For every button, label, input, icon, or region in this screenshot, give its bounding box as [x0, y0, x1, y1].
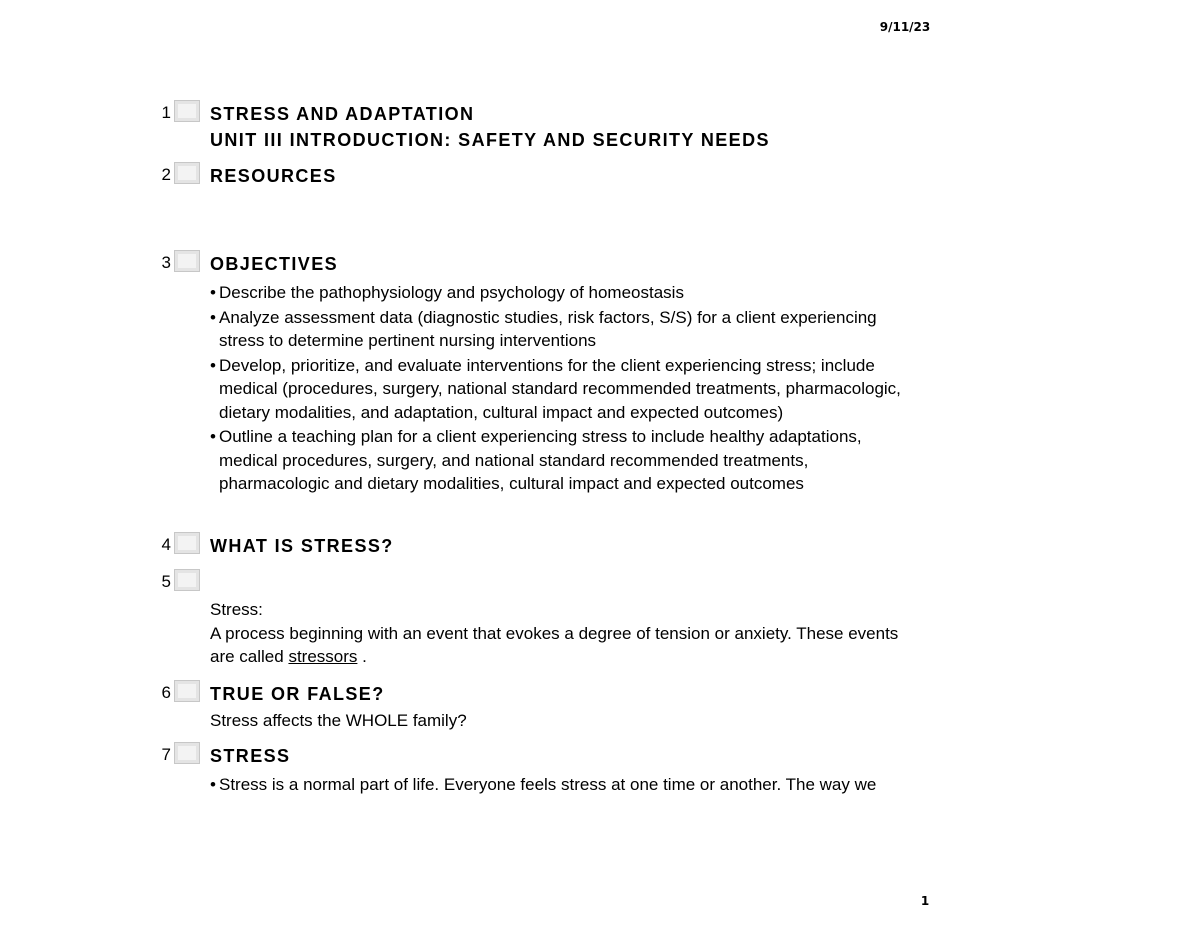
- slide-number: 5: [161, 572, 171, 591]
- slide-number: 6: [161, 683, 171, 702]
- slide-number: 1: [161, 103, 171, 122]
- slide-notes: [210, 102, 1060, 152]
- bullet-icon: •: [210, 307, 216, 327]
- page-number: 1: [920, 894, 930, 908]
- bullet-line: dietary modalities, and adaptation, cultural impact and expected outcomes): [219, 402, 784, 422]
- list-item: [210, 773, 1060, 797]
- definition-label: Stress:: [210, 600, 263, 619]
- slide-notes: [210, 598, 1060, 669]
- stressors-term: stressors: [288, 647, 358, 666]
- slide-thumbnail[interactable]: [174, 569, 200, 591]
- slide-notes: [210, 682, 1060, 733]
- bullet-line: medical (procedures, surgery, national standard recommended treatments, pharmacologic,: [219, 379, 901, 398]
- bullet-icon: •: [210, 427, 216, 446]
- slide-thumbnail[interactable]: [174, 742, 200, 764]
- bullet-icon: •: [210, 775, 216, 794]
- slide-title: STRESS AND ADAPTATION: [210, 104, 475, 124]
- slide-notes: [210, 252, 1060, 497]
- bullet-line: Outline a teaching plan for a client experiencing stress to include healthy adaptations,: [219, 427, 862, 446]
- slide-number: 3: [161, 253, 171, 272]
- slide-subtitle: UNIT III INTRODUCTION: SAFETY AND SECURITY NEEDS: [210, 130, 770, 150]
- bullet-line: Describe the pathophysiology and psychology of homeostasis: [219, 283, 684, 302]
- slide-title: RESOURCES: [210, 166, 337, 186]
- list-item: [210, 281, 1060, 305]
- bullet-line: Develop, prioritize, and evaluate interventions for the client experiencing stress; include: [219, 355, 875, 375]
- slide-number: 2: [161, 165, 171, 184]
- slide-notes: [210, 534, 1060, 558]
- list-item: [210, 306, 1060, 353]
- slide-title: STRESS: [210, 746, 291, 766]
- slide-thumbnail[interactable]: [174, 162, 200, 184]
- slide-title: OBJECTIVES: [210, 254, 339, 274]
- bullet-icon: •: [210, 355, 216, 375]
- definition-text: .: [357, 647, 367, 666]
- document-date: 9/11/23: [879, 20, 931, 34]
- bullet-line: medical procedures, surgery, and national standard recommended treatments,: [219, 450, 809, 470]
- slide-thumbnail[interactable]: [174, 100, 200, 122]
- slide-number: 4: [161, 535, 171, 554]
- slide-thumbnail[interactable]: [174, 250, 200, 272]
- definition-line: [210, 645, 1060, 669]
- bullet-line: Analyze assessment data (diagnostic studies, risk factors, S/S) for a client experiencing: [219, 307, 877, 327]
- slide-title: TRUE OR FALSE?: [210, 684, 385, 704]
- slide-number: 7: [161, 745, 171, 764]
- bullet-line: Stress is a normal part of life. Everyone feels stress at one time or another. The way we: [219, 775, 877, 794]
- question-text: Stress affects the WHOLE family?: [210, 711, 467, 730]
- bullet-line: pharmacologic and dietary modalities, cultural impact and expected outcomes: [219, 474, 804, 493]
- list-item: [210, 354, 1060, 425]
- slide-notes: [210, 744, 1060, 798]
- bullet-icon: •: [210, 283, 216, 302]
- definition-line: A process beginning with an event that evokes a degree of tension or anxiety. These events: [210, 623, 899, 643]
- slide-title: WHAT IS STRESS?: [210, 536, 394, 556]
- definition-text: are called: [210, 647, 289, 666]
- slide-notes: [210, 164, 1060, 188]
- slide-thumbnail[interactable]: [174, 532, 200, 554]
- stress-list: [210, 773, 1060, 797]
- slide-thumbnail[interactable]: [174, 680, 200, 702]
- objectives-list: [210, 281, 1060, 496]
- bullet-line: stress to determine pertinent nursing interventions: [219, 331, 597, 350]
- list-item: [210, 425, 1060, 496]
